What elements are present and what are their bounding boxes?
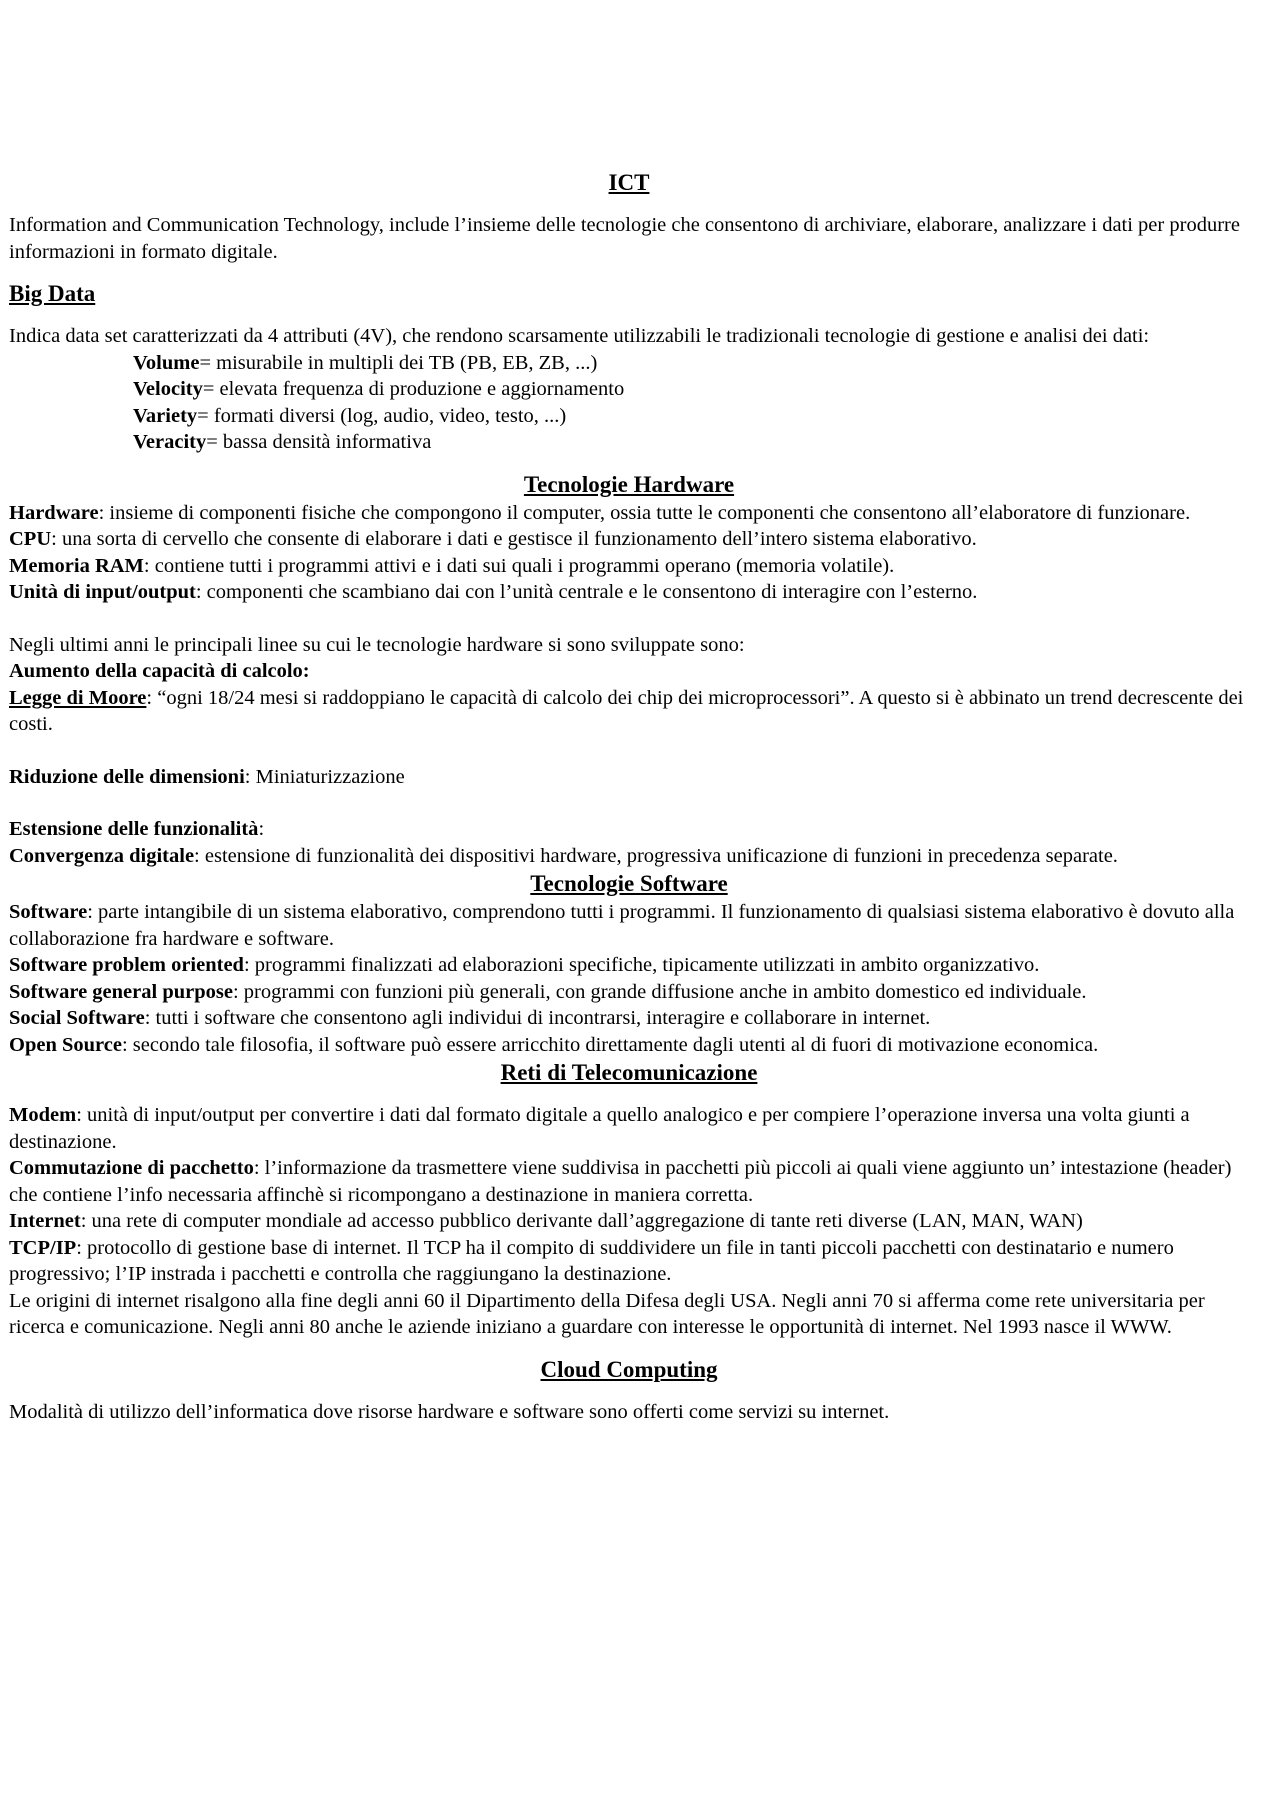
heading-networks: Reti di Telecomunicazione <box>500 1060 758 1085</box>
network-def: Commutazione di pacchetto: l’informazione da trasmettere viene suddivisa in pacchetti più piccoli ai quali viene aggiunto un’ intestazione (header) che contiene l’info necessaria affinchè si ricompongano a destinazione in maniera corretta. <box>9 1157 1232 1206</box>
software-def: Software general purpose: programmi con funzioni più generali, con grande diffusione anche in ambito domestico ed individuale. <box>9 980 1087 1003</box>
network-def: Modem: unità di input/output per convertire i dati dal formato digitale a quello analogico e per compiere l’operazione inversa una volta giunti a destinazione. <box>9 1104 1190 1153</box>
big-data-item: Volume= misurabile in multipli dei TB (PB, EB, ZB, ...) <box>133 351 598 374</box>
trend-funzionalita: Estensione delle funzionalità: <box>9 818 265 840</box>
internet-history: Le origini di internet risalgono alla fine degli anni 60 il Dipartimento della Difesa degli USA. Negli anni 70 si afferma come rete universitaria per ricerca e comunicazione. Negli anni 80 anche le aziende iniziano a guardare con interesse le opportunità di internet. Nel 1993 nasce il WWW. <box>9 1289 1205 1338</box>
big-data-item: Veracity= bassa densità informativa <box>133 431 432 453</box>
hardware-def: CPU: una sorta di cervello che consente di elaborare i dati e gestisce il funzionamento dell’intero sistema elaborativo. <box>9 528 977 550</box>
hardware-def: Unità di input/output: componenti che scambiano dai con l’unità centrale e le consentono di interagire con l’esterno. <box>9 581 978 603</box>
network-def: Internet: una rete di computer mondiale ad accesso pubblico derivante dall’aggregazione di tante reti diverse (LAN, MAN, WAN) <box>9 1210 1083 1232</box>
ict-paragraph: Information and Communication Technology, include l’insieme delle tecnologie che consentono di archiviare, elaborare, analizzare i dati per produrre informazioni in formato digitale. <box>9 214 1240 263</box>
network-def: TCP/IP: protocollo di gestione base di internet. Il TCP ha il compito di suddividere un file in tanti piccoli pacchetti con destinatario e numero progressivo; l’IP instrada i pacchetti e controlla che raggiungano la destinazione. <box>9 1236 1174 1285</box>
big-data-item: Velocity= elevata frequenza di produzione e aggiornamento <box>133 378 625 400</box>
cloud-paragraph: Modalità di utilizzo dell’informatica dove risorse hardware e software sono offerti come servizi su internet. <box>9 1400 890 1423</box>
hardware-trends-intro: Negli ultimi anni le principali linee su cui le tecnologie hardware si sono sviluppate sono: <box>9 633 745 656</box>
software-def: Open Source: secondo tale filosofia, il software può essere arricchito direttamente dagli utenti al di fuori di motivazione economica. <box>9 1033 1099 1056</box>
big-data-item: Variety= formati diversi (log, audio, video, testo, ...) <box>133 404 567 427</box>
moore-law: Legge di Moore: “ogni 18/24 mesi si raddoppiano le capacità di calcolo dei chip dei microprocessori”. A questo si è abbinato un trend decrescente dei costi. <box>9 686 1244 735</box>
software-def: Software problem oriented: programmi finalizzati ad elaborazioni specifiche, tipicamente utilizzati in ambito organizzativo. <box>9 954 1040 976</box>
trend-calcolo-title: Aumento della capacità di calcolo: <box>9 660 310 682</box>
trend-dimensioni: Riduzione delle dimensioni: Miniaturizzazione <box>9 765 405 788</box>
hardware-def: Memoria RAM: contiene tutti i programmi attivi e i dati sui quali i programmi operano (memoria volatile). <box>9 554 895 577</box>
heading-hardware: Tecnologie Hardware <box>523 471 735 497</box>
software-def: Software: parte intangibile di un sistema elaborativo, comprendono tutti i programmi. Il funzionamento di qualsiasi sistema elaborativo è dovuto alla collaborazione fra hardware e software. <box>9 901 1235 950</box>
heading-ict: ICT <box>608 170 650 195</box>
heading-cloud: Cloud Computing <box>540 1356 718 1382</box>
software-def: Social Software: tutti i software che consentono agli individui di incontrarsi, interagire e collaborare in internet. <box>9 1007 931 1029</box>
heading-software: Tecnologie Software <box>530 871 728 896</box>
heading-big-data: Big Data <box>9 281 96 306</box>
big-data-intro: Indica data set caratterizzati da 4 attributi (4V), che rendono scarsamente utilizzabili le tradizionali tecnologie di gestione e analisi dei dati: <box>9 325 1150 347</box>
convergenza-digitale: Convergenza digitale: estensione di funzionalità dei dispositivi hardware, progressiva unificazione di funzioni in precedenza separate. <box>9 844 1118 867</box>
document-page <box>9 168 1249 1425</box>
hardware-def: Hardware: insieme di componenti fisiche che compongono il computer, ossia tutte le componenti che consentono all’elaboratore di funzionare. <box>9 501 1191 524</box>
